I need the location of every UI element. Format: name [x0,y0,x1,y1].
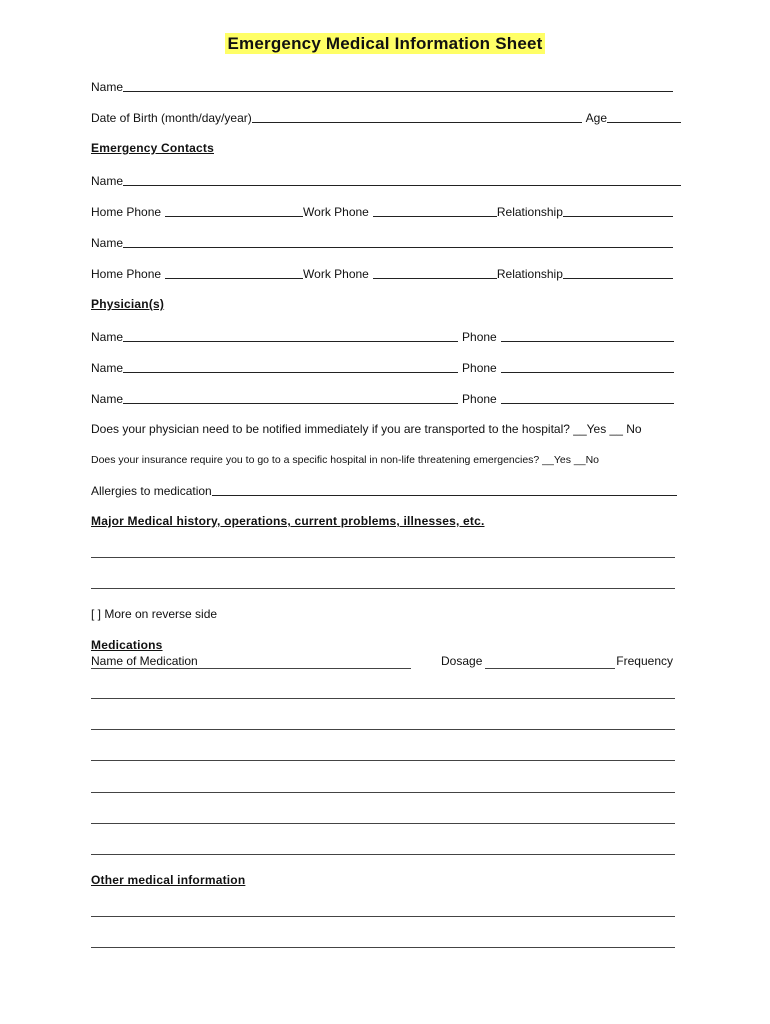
form-title: Emergency Medical Information Sheet [225,33,546,54]
contact2-home-phone-field[interactable] [165,266,303,279]
contact1-name-field[interactable] [123,173,681,186]
physician1-name-field[interactable] [123,329,458,342]
contact1-relationship-label: Relationship [496,205,563,219]
age-label: Age [585,111,607,125]
col-medication-name: Name of Medication [91,654,198,668]
medication-col-underline-dosage [485,668,615,669]
col-frequency: Frequency [616,654,673,668]
physician2-name-field[interactable] [123,360,458,373]
more-reverse-checkbox[interactable]: [ ] More on reverse side [91,607,218,621]
patient-name-row [91,78,681,94]
contact1-name-row [91,172,681,188]
medication-col-underline-name [91,668,411,669]
contact2-home-phone-label: Home Phone [91,267,162,281]
col-dosage: Dosage [441,654,483,668]
physician3-name-label: Name [91,392,124,406]
notify-question: Does your physician need to be notified immediately if you are transported to the hospital? __Yes __ No [91,422,642,436]
contact2-name-field[interactable] [123,235,673,248]
contact2-name-label: Name [91,236,124,250]
contact1-relationship-field[interactable] [563,204,673,217]
contact2-work-phone-field[interactable] [373,266,497,279]
medications-heading: Medications [91,638,163,652]
form-title-wrap [0,34,770,54]
contact2-phone-row [91,265,681,281]
contact2-work-phone-label: Work Phone [303,267,369,281]
contact1-phone-row [91,203,681,219]
emergency-contacts-heading: Emergency Contacts [91,141,214,155]
dob-row [91,109,681,125]
contact2-relationship-field[interactable] [563,266,673,279]
history-line-1[interactable] [91,557,675,558]
physician2-row [91,359,674,375]
contact2-name-row [91,234,681,250]
medication-line-2[interactable] [91,729,675,730]
physician1-row [91,328,674,344]
contact1-home-phone-label: Home Phone [91,205,162,219]
medications-columns [91,654,673,668]
physician3-row [91,390,674,406]
physician1-phone-field[interactable] [501,329,674,342]
medication-line-3[interactable] [91,760,675,761]
physician2-phone-label: Phone [462,361,497,375]
medication-line-1[interactable] [91,698,675,699]
physician3-phone-label: Phone [462,392,497,406]
contact1-work-phone-label: Work Phone [303,205,369,219]
physician2-name-label: Name [91,361,124,375]
medication-line-6[interactable] [91,854,675,855]
other-info-line-2[interactable] [91,947,675,948]
dob-field[interactable] [252,110,582,123]
age-field[interactable] [607,110,681,123]
other-info-line-1[interactable] [91,916,675,917]
physician2-phone-field[interactable] [501,360,674,373]
medication-line-4[interactable] [91,792,675,793]
contact2-relationship-label: Relationship [496,267,563,281]
history-line-2[interactable] [91,588,675,589]
insurance-question: Does your insurance require you to go to a specific hospital in non-life threatening emergencies? __Yes __No [91,454,600,466]
other-info-heading: Other medical information [91,873,246,887]
dob-label: Date of Birth (month/day/year) [91,111,252,125]
medical-history-heading: Major Medical history, operations, current problems, illnesses, etc. [91,514,485,528]
contact1-home-phone-field[interactable] [165,204,303,217]
patient-name-field[interactable] [123,79,673,92]
contact1-name-label: Name [91,174,124,188]
physician3-name-field[interactable] [123,391,458,404]
allergies-label: Allergies to medication [91,484,212,498]
allergies-field[interactable] [212,483,677,496]
physician3-phone-field[interactable] [501,391,674,404]
physician1-name-label: Name [91,330,124,344]
allergies-row [91,482,677,498]
physicians-heading: Physician(s) [91,297,165,311]
physician1-phone-label: Phone [462,330,497,344]
patient-name-label: Name [91,80,124,94]
medication-line-5[interactable] [91,823,675,824]
contact1-work-phone-field[interactable] [373,204,497,217]
